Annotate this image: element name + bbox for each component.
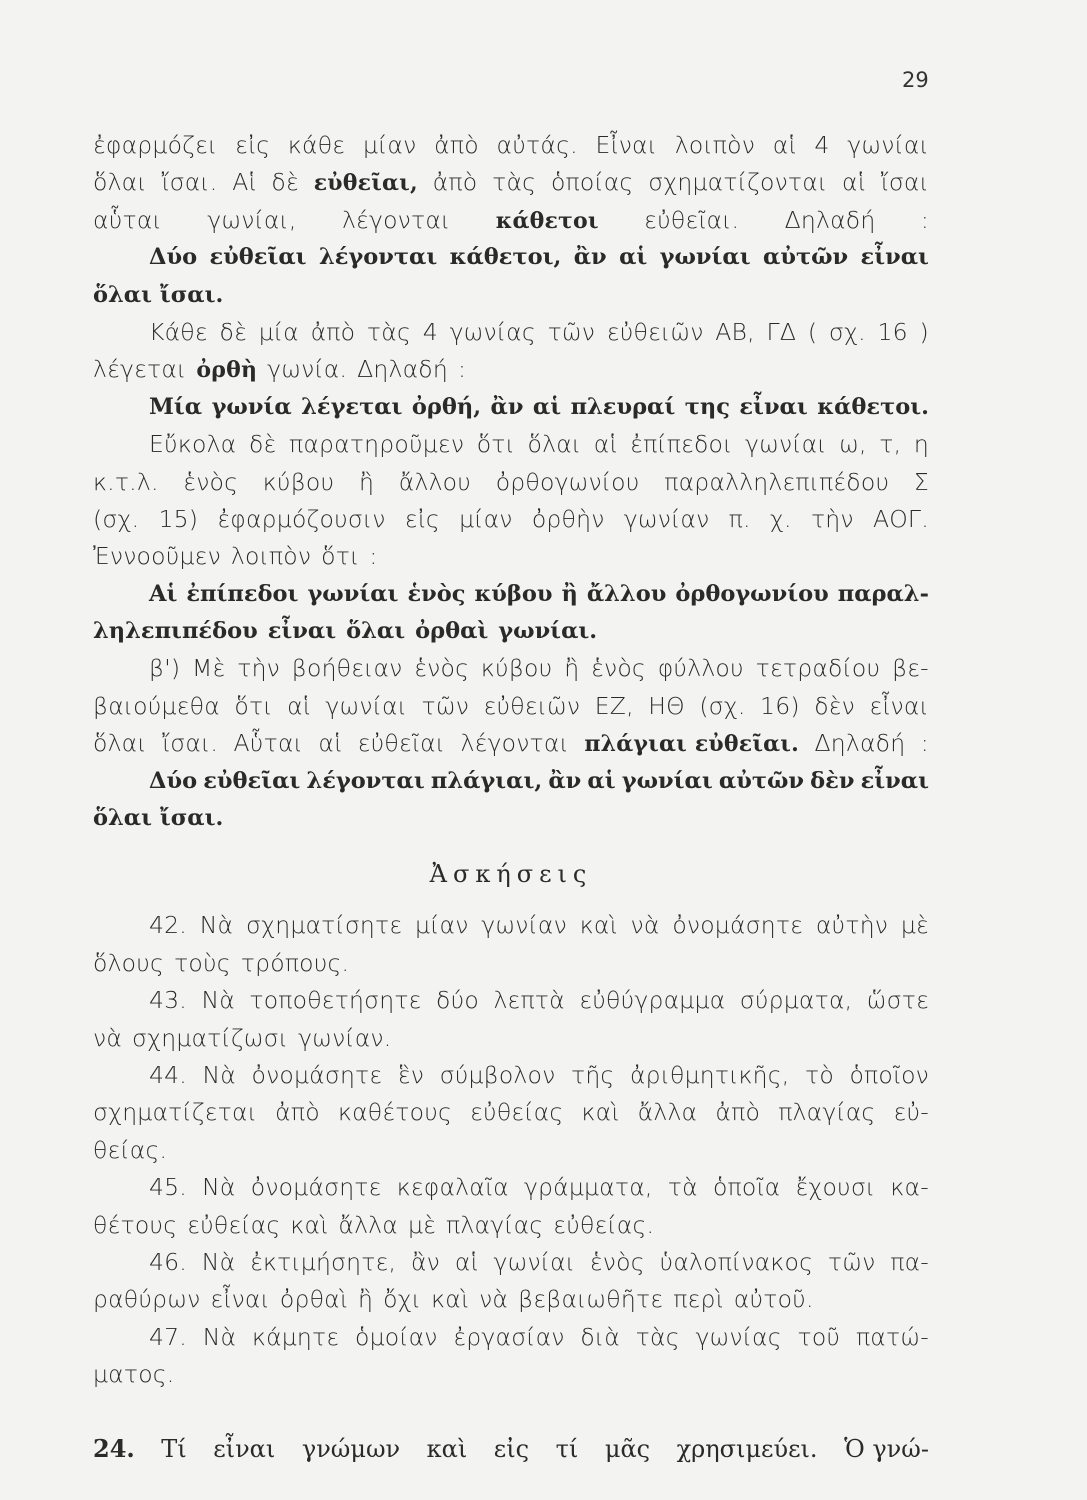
word: ἔχουσι [795, 1173, 876, 1202]
word: τὴν [237, 654, 280, 683]
word: εὐ- [893, 1098, 929, 1127]
word: κεφαλαῖα [396, 1173, 509, 1202]
word: χ. [769, 504, 792, 533]
word: παρατηροῦμεν [288, 430, 465, 459]
word: ὅτι [476, 430, 515, 459]
word: τοῦ [797, 1322, 841, 1351]
word: αὐτῶν [763, 244, 849, 271]
word: Μία [149, 393, 203, 420]
word: θέτους [93, 1210, 178, 1239]
text-line [93, 314, 929, 351]
text-line [93, 389, 929, 426]
word: Κάθε [149, 317, 208, 346]
word: δὲ [219, 317, 247, 346]
word: γωνίας [449, 317, 536, 346]
word: τὰ [667, 1173, 698, 1202]
word: εἶναι [739, 393, 808, 420]
word: Δηλαδή [357, 355, 448, 384]
word: Νὰ [201, 1247, 236, 1276]
word: κα- [890, 1173, 929, 1202]
word: νὰ [630, 911, 660, 940]
word: δύο [436, 986, 479, 1015]
word: τετραδίου [755, 654, 881, 683]
word: Αἱ [232, 168, 257, 197]
section-word: γνώμων [301, 1434, 401, 1463]
word: ραθύρων [93, 1285, 201, 1314]
word: εἰς [235, 131, 271, 159]
word: 43. [149, 986, 187, 1015]
word: εὐθειῶν [606, 317, 704, 346]
word: σχηματίσητε [246, 911, 403, 940]
word: (σχ. [699, 691, 746, 720]
word: ) [919, 317, 929, 346]
word: αἱ [532, 393, 562, 420]
word: ἄλλου [586, 580, 667, 607]
word: της [684, 393, 730, 420]
word: ἓν [397, 1060, 425, 1089]
exercise-line [93, 945, 929, 982]
word: λοιπὸν [674, 131, 756, 159]
word: ἑνὸς [183, 467, 239, 496]
word: εὐθεῖαι [203, 767, 301, 794]
exercises-list [93, 907, 929, 1393]
word: σχηματίζεται [93, 1098, 258, 1127]
word: τὰς [366, 317, 411, 346]
word: αἱ [593, 430, 618, 459]
word: ἀπὸ [432, 168, 478, 197]
word: 45. [149, 1173, 187, 1202]
word: κύβου [480, 654, 553, 683]
exercise-line [93, 1356, 929, 1393]
word: λέγονται [341, 205, 451, 234]
word: 42. [149, 911, 187, 940]
word: ἐφαρμόζει [93, 131, 218, 159]
word: γωνίαι, [207, 205, 297, 234]
word: Δύο [149, 244, 198, 271]
section-word: εἰς [493, 1434, 530, 1463]
word: ΑΟΓ. [872, 504, 929, 533]
word: γωνίαι [325, 691, 408, 720]
word: ἢ [358, 467, 375, 496]
word: ἑνὸς [414, 654, 470, 683]
text-line [93, 650, 929, 687]
word: : [457, 355, 467, 384]
word: πα- [890, 1247, 929, 1276]
exercise-line [93, 1281, 929, 1318]
word: διὰ [580, 1322, 620, 1351]
text-line [93, 239, 929, 276]
word: κάθετοι [495, 207, 599, 234]
word: καθέτους [337, 1098, 452, 1127]
word: ἑνὸς [591, 654, 646, 683]
word: γωνίαι [493, 1247, 576, 1276]
word: Αἱ [149, 580, 178, 607]
word: π. [728, 504, 751, 533]
word: κάθετοι. [817, 393, 929, 420]
text-line [93, 277, 929, 314]
text-line [93, 800, 929, 837]
word: αὐτάς. [496, 131, 578, 159]
word: καὶ [581, 1098, 620, 1127]
word: νὰ [479, 1285, 509, 1314]
word: ἢ [358, 1285, 374, 1314]
word: νὰ [93, 1023, 123, 1052]
word: 44. [149, 1060, 187, 1089]
exercise-line [93, 1244, 929, 1281]
word: ὅλους [93, 948, 165, 977]
word: ἴσαι. [161, 168, 218, 197]
word: ὀρθογωνίου [495, 467, 640, 496]
section-word: Ὁ γνώ- [844, 1434, 929, 1463]
word: εἶναι [860, 767, 929, 794]
word: εἶναι [210, 1285, 270, 1314]
word: ἄλλα [338, 1210, 398, 1239]
word: 47. [149, 1322, 187, 1351]
word: Μὲ [192, 654, 226, 683]
word: μὲ [407, 1210, 437, 1239]
text-line [93, 576, 929, 613]
word: αἱ [318, 729, 343, 758]
word: εὐθύγραμμα [579, 986, 726, 1015]
page-number: 29 [902, 68, 929, 92]
word: γωνίαι. [498, 618, 598, 645]
word: εὐθείας [187, 1210, 281, 1239]
word: εἶναι [267, 618, 337, 645]
word: ὁποῖα [712, 1173, 781, 1202]
word: σχ. [828, 317, 866, 346]
word: πλάγιαι εὐθεῖαι. [584, 731, 800, 758]
text-line [93, 464, 929, 501]
word: ΑΒ, [715, 317, 755, 346]
word: γωνίας [695, 1322, 782, 1351]
word: β') [149, 654, 181, 683]
word: αἱ [587, 767, 616, 794]
word: : [369, 542, 378, 571]
word: : [920, 205, 929, 234]
word: τρόπους. [240, 948, 350, 977]
word: (σχ. [93, 504, 140, 533]
section-word: εἶναι [213, 1434, 276, 1463]
word: 15) [158, 504, 199, 533]
word: αἱ [619, 244, 648, 271]
main-text [93, 127, 929, 837]
text-line [93, 501, 929, 538]
word: ἂν [410, 1247, 440, 1276]
exercise-line [93, 1132, 929, 1169]
word: γωνίαι [621, 767, 713, 794]
word: γωνίαι [307, 580, 399, 607]
exercise-line [93, 1094, 929, 1131]
word: πλευραί [570, 393, 676, 420]
word: αἱ [842, 168, 866, 197]
word: φύλλου [657, 654, 744, 683]
word: εὐθείας [470, 1098, 564, 1127]
word: σχηματίζωσι [132, 1023, 289, 1052]
word: τῆς [570, 1060, 615, 1089]
word: ἀπὸ [715, 1098, 761, 1127]
word: βε- [892, 654, 929, 683]
word: γωνίαι [847, 131, 929, 159]
word: ἀπὸ [275, 1098, 320, 1127]
word: μίαν [459, 504, 513, 533]
word: αἱ [772, 131, 797, 159]
word: εὐθεῖαι [357, 729, 446, 758]
word: περὶ [673, 1285, 724, 1314]
word: Νὰ [201, 986, 235, 1015]
word: Δηλαδή [784, 205, 876, 234]
word: ὅλαι [346, 618, 406, 645]
word: ἐπίπεδοι [630, 430, 733, 459]
word: πατώ- [855, 1322, 929, 1351]
word: τοὺς [174, 948, 231, 977]
word: βαιούμεθα [93, 691, 220, 720]
word: μίαν [362, 131, 417, 159]
exercise-line [93, 1020, 929, 1057]
text-line [93, 351, 929, 388]
word: ἂν [573, 244, 607, 271]
exercise-line [93, 982, 929, 1019]
word: τοποθετήσητε [249, 986, 422, 1015]
word: ἂν [490, 393, 524, 420]
word: κ.τ.λ. [93, 467, 159, 496]
word: λέγονται [460, 729, 569, 758]
section-word: τί [555, 1434, 579, 1463]
word: ἀριθμητικῆς, [629, 1060, 790, 1089]
word: ὁμοίαν [355, 1322, 438, 1351]
word: λέγεται [301, 393, 403, 420]
word: λεπτὰ [493, 986, 565, 1015]
word: λέγεται [93, 355, 187, 384]
word: πλαγίας [446, 1210, 544, 1239]
word: Νὰ [202, 1322, 237, 1351]
word: ὅλαι ἴσαι. [93, 805, 224, 832]
word: καὶ [431, 1285, 470, 1314]
word: τ, [879, 430, 902, 459]
word: ὅλαι [93, 729, 147, 758]
text-line [93, 127, 929, 164]
exercise-line [93, 1207, 929, 1244]
word: ὀρθαὶ [279, 1285, 349, 1314]
word: θείας. [93, 1135, 168, 1164]
word: εὐθειῶν [483, 691, 581, 720]
word: γωνίαν [623, 504, 710, 533]
word: ὀρθή, [411, 393, 482, 420]
section-title [93, 1430, 929, 1468]
word: ὀνομάσητε [250, 1173, 382, 1202]
text-line [93, 613, 929, 650]
word: λέγονται [306, 767, 425, 794]
word: κύβου [262, 467, 335, 496]
word: Σ [913, 467, 929, 496]
word: ὑαλοπίνακος [659, 1247, 814, 1276]
exercise-line [93, 907, 929, 944]
word: ἀπὸ [310, 317, 356, 346]
word: ὀνομάσητε [672, 911, 804, 940]
word: ὅλαι [527, 430, 582, 459]
word: τὸ [804, 1060, 834, 1089]
word: ἑνὸς [407, 580, 466, 607]
word: ΕΖ, [594, 691, 634, 720]
word: ὅλαι [93, 168, 147, 197]
word: εἰς [404, 504, 440, 533]
word: εὐθεῖαι, [313, 170, 418, 197]
word: κάθε [287, 131, 346, 159]
word: κύβου [474, 580, 553, 607]
word: Εἶναι [595, 131, 658, 159]
word: γωνία. [267, 355, 348, 384]
word: δὲν [814, 691, 856, 720]
word: ὀρθὴν [531, 504, 605, 533]
word: καὶ [579, 911, 618, 940]
word: παραλληλεπιπέδου [664, 467, 890, 496]
word: μίαν [415, 911, 469, 940]
word: Ἐννοοῦμεν [93, 542, 221, 571]
word: τὴν [810, 504, 854, 533]
word: 46. [149, 1247, 187, 1276]
word: τὰς [492, 168, 537, 197]
word: Εὔκολα [149, 430, 237, 459]
word: ἂν [548, 767, 582, 794]
text-line [93, 725, 929, 762]
word: εὐθεῖαι [209, 244, 307, 271]
word: ὀνομάσητε [251, 1060, 383, 1089]
word: σχηματίζονται [648, 168, 828, 197]
word: 16) [760, 691, 800, 720]
word: εἶναι [869, 691, 929, 720]
word: ἑνὸς [589, 1247, 645, 1276]
word: καὶ [290, 1210, 329, 1239]
word: δὲν [810, 767, 855, 794]
word: 4 [422, 317, 438, 346]
word: ἴσαι [880, 168, 929, 197]
word: ἴσαι. [162, 729, 219, 758]
word: ω, [839, 430, 867, 459]
exercises-heading: Ἀσκήσεις [429, 860, 593, 889]
word: αὗται [93, 205, 162, 234]
text-line [93, 426, 929, 463]
section-word: Τί [161, 1434, 187, 1463]
word: αὐτοῦ. [733, 1285, 814, 1314]
word: ΓΔ [766, 317, 797, 346]
word: λοιπὸν [230, 542, 312, 571]
word: ΗΘ [648, 691, 685, 720]
word: Νὰ [202, 1173, 236, 1202]
word: ὀρθὴ [196, 357, 258, 384]
word: Νὰ [199, 911, 234, 940]
word: Νὰ [202, 1060, 236, 1089]
exercise-line [93, 1319, 929, 1356]
word: : [920, 729, 929, 758]
text-line [93, 763, 929, 800]
word: γωνίαι [659, 244, 751, 271]
word: ματος. [93, 1360, 175, 1389]
word: Αὗται [233, 729, 303, 758]
word: ἢ [561, 580, 578, 607]
word: ὥστε [866, 986, 929, 1015]
word: Δύο [149, 767, 198, 794]
section-word: χρησιμεύει. [676, 1434, 818, 1463]
word: γωνίαν. [298, 1023, 392, 1052]
word: ὄχι [383, 1285, 422, 1314]
word: σύμβολον [439, 1060, 556, 1089]
word: εἶναι [860, 244, 929, 271]
word: ἀπὸ [434, 131, 479, 159]
text-line [93, 202, 929, 239]
word: σύρματα, [739, 986, 853, 1015]
word: εὐθείας. [553, 1210, 655, 1239]
word: γράμματα, [523, 1173, 653, 1202]
word: ὅτι [321, 542, 360, 571]
word: αἱ [287, 691, 311, 720]
page-body [93, 127, 929, 1468]
word: αὐτῶν [718, 767, 804, 794]
word: γωνίαν [481, 911, 567, 940]
word: ἐφαρμόζουσιν [217, 504, 386, 533]
word: ἐργασίαν [453, 1322, 565, 1351]
word: ὁποῖον [849, 1060, 929, 1089]
word: ἐκτιμήσητε, [250, 1247, 397, 1276]
word: πλάγιαι, [430, 767, 543, 794]
text-line [93, 688, 929, 725]
word: ( [807, 317, 818, 346]
word: δὲ [271, 168, 299, 197]
word: μία [258, 317, 299, 346]
word: παραλ- [837, 580, 929, 607]
word: δὲ [248, 430, 277, 459]
word: ἐπίπεδοι [186, 580, 299, 607]
word: ὅλαι ἴσαι. [93, 281, 224, 308]
word: αὐτὴν [815, 911, 889, 940]
word: 16 [877, 317, 908, 346]
exercise-line [93, 1169, 929, 1206]
word: βοήθειαν [291, 654, 403, 683]
word: 4 [814, 131, 830, 159]
word: αἱ [454, 1247, 479, 1276]
section-word: μᾶς [604, 1434, 651, 1463]
word: μὲ [900, 911, 929, 940]
word: ὁποίας [550, 168, 634, 197]
word: ἄλλου [398, 467, 472, 496]
word: ληλεπιπέδου [93, 618, 258, 645]
exercise-line [93, 1057, 929, 1094]
section-word: καὶ [426, 1434, 468, 1463]
word: γωνία [211, 393, 292, 420]
word: ἢ [564, 654, 580, 683]
word: πλαγίας [778, 1098, 876, 1127]
text-line [93, 538, 929, 575]
word: γωνίαι [745, 430, 827, 459]
word: βεβαιωθῆτε [518, 1285, 664, 1314]
word: κάθετοι, [449, 244, 562, 271]
word: εὐθεῖαι. [644, 205, 740, 234]
word: ἄλλα [637, 1098, 698, 1127]
word: τῶν [547, 317, 596, 346]
word: Δηλαδή [814, 729, 906, 758]
text-line [93, 164, 929, 201]
word: η [913, 430, 929, 459]
word: τῶν [827, 1247, 876, 1276]
word: τῶν [421, 691, 470, 720]
word: ὅτι [234, 691, 273, 720]
word: κάμητε [251, 1322, 340, 1351]
section-number: 24. [93, 1433, 135, 1463]
word: ὀρθογωνίου [675, 580, 829, 607]
word: τὰς [635, 1322, 680, 1351]
word: λέγονται [318, 244, 438, 271]
word: ὀρθαὶ [415, 618, 489, 645]
